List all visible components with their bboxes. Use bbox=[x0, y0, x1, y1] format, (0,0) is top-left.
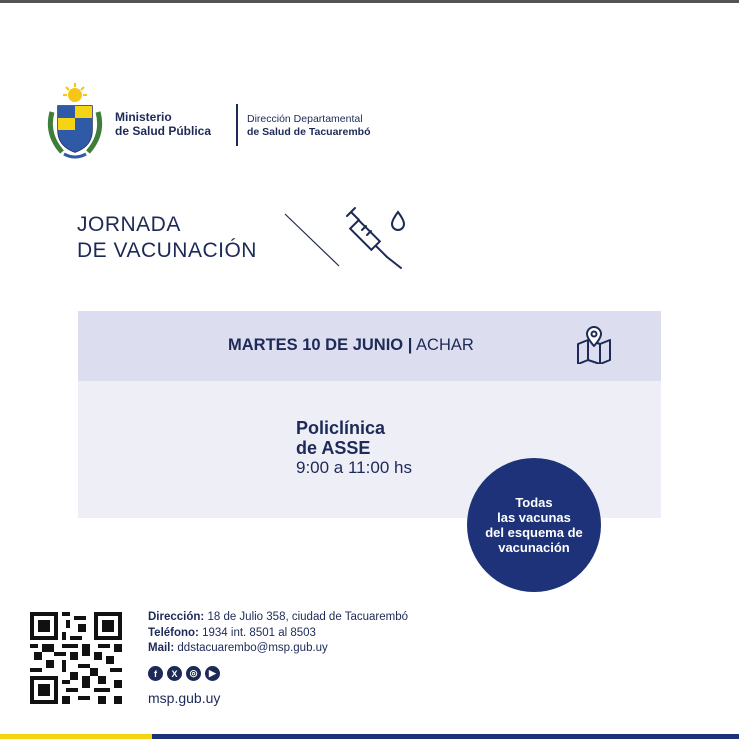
badge-line-1: Todas bbox=[515, 495, 553, 510]
mail-row bbox=[148, 641, 408, 657]
ministry-line-1: Ministerio bbox=[115, 110, 172, 124]
event-date-location bbox=[228, 336, 474, 355]
facebook-icon[interactable]: f bbox=[148, 666, 163, 681]
address-row bbox=[148, 610, 408, 626]
social-links bbox=[148, 666, 220, 681]
venue-line-2: de ASSE bbox=[296, 438, 371, 458]
top-border bbox=[0, 0, 739, 3]
direccion-line-2: de Salud de Tacuarembó bbox=[247, 126, 371, 138]
address-label: Dirección: bbox=[148, 611, 205, 623]
map-pin-icon bbox=[576, 324, 612, 364]
syringe-icon bbox=[343, 206, 409, 272]
contact-info bbox=[148, 610, 408, 657]
phone-label: Teléfono: bbox=[148, 626, 199, 639]
footer-bar-blue bbox=[152, 734, 739, 739]
direccion-line-1: Dirección Departamental bbox=[247, 113, 363, 125]
page-title bbox=[77, 212, 257, 264]
badge-line-3: del esquema de bbox=[485, 525, 583, 540]
diagonal-divider bbox=[283, 212, 343, 268]
vaccines-badge bbox=[467, 458, 601, 592]
footer-bar-yellow bbox=[0, 734, 152, 739]
badge-line-4: vacunación bbox=[498, 540, 570, 555]
coat-of-arms-icon bbox=[44, 82, 106, 162]
header-divider bbox=[236, 104, 238, 146]
event-separator: | bbox=[407, 336, 413, 354]
youtube-icon[interactable]: ▶ bbox=[205, 666, 220, 681]
event-town: ACHAR bbox=[416, 336, 474, 354]
mail-value[interactable]: ddstacuarembo@msp.gub.uy bbox=[177, 642, 328, 654]
address-value: 18 de Julio 358, ciudad de Tacuarembó bbox=[207, 611, 408, 623]
phone-row bbox=[148, 626, 408, 642]
venue-line-1: Policlínica bbox=[296, 418, 386, 438]
event-date: MARTES 10 DE JUNIO bbox=[228, 336, 404, 354]
instagram-icon[interactable]: ◎ bbox=[186, 666, 201, 681]
event-hours: 9:00 a 11:00 hs bbox=[296, 458, 412, 477]
badge-line-2: las vacunas bbox=[497, 510, 571, 525]
mail-label: Mail: bbox=[148, 642, 175, 654]
direccion-name bbox=[247, 113, 371, 139]
ministry-line-2: de Salud Pública bbox=[115, 124, 212, 138]
ministry-name bbox=[115, 110, 211, 138]
qr-code[interactable] bbox=[30, 612, 122, 704]
title-line-1: JORNADA bbox=[77, 213, 181, 236]
title-line-2: DE VACUNACIÓN bbox=[77, 239, 257, 262]
website-link[interactable]: msp.gub.uy bbox=[148, 690, 221, 706]
venue-name bbox=[296, 418, 385, 458]
x-icon[interactable]: X bbox=[167, 666, 182, 681]
phone-value: 1934 int. 8501 al 8503 bbox=[202, 626, 316, 639]
